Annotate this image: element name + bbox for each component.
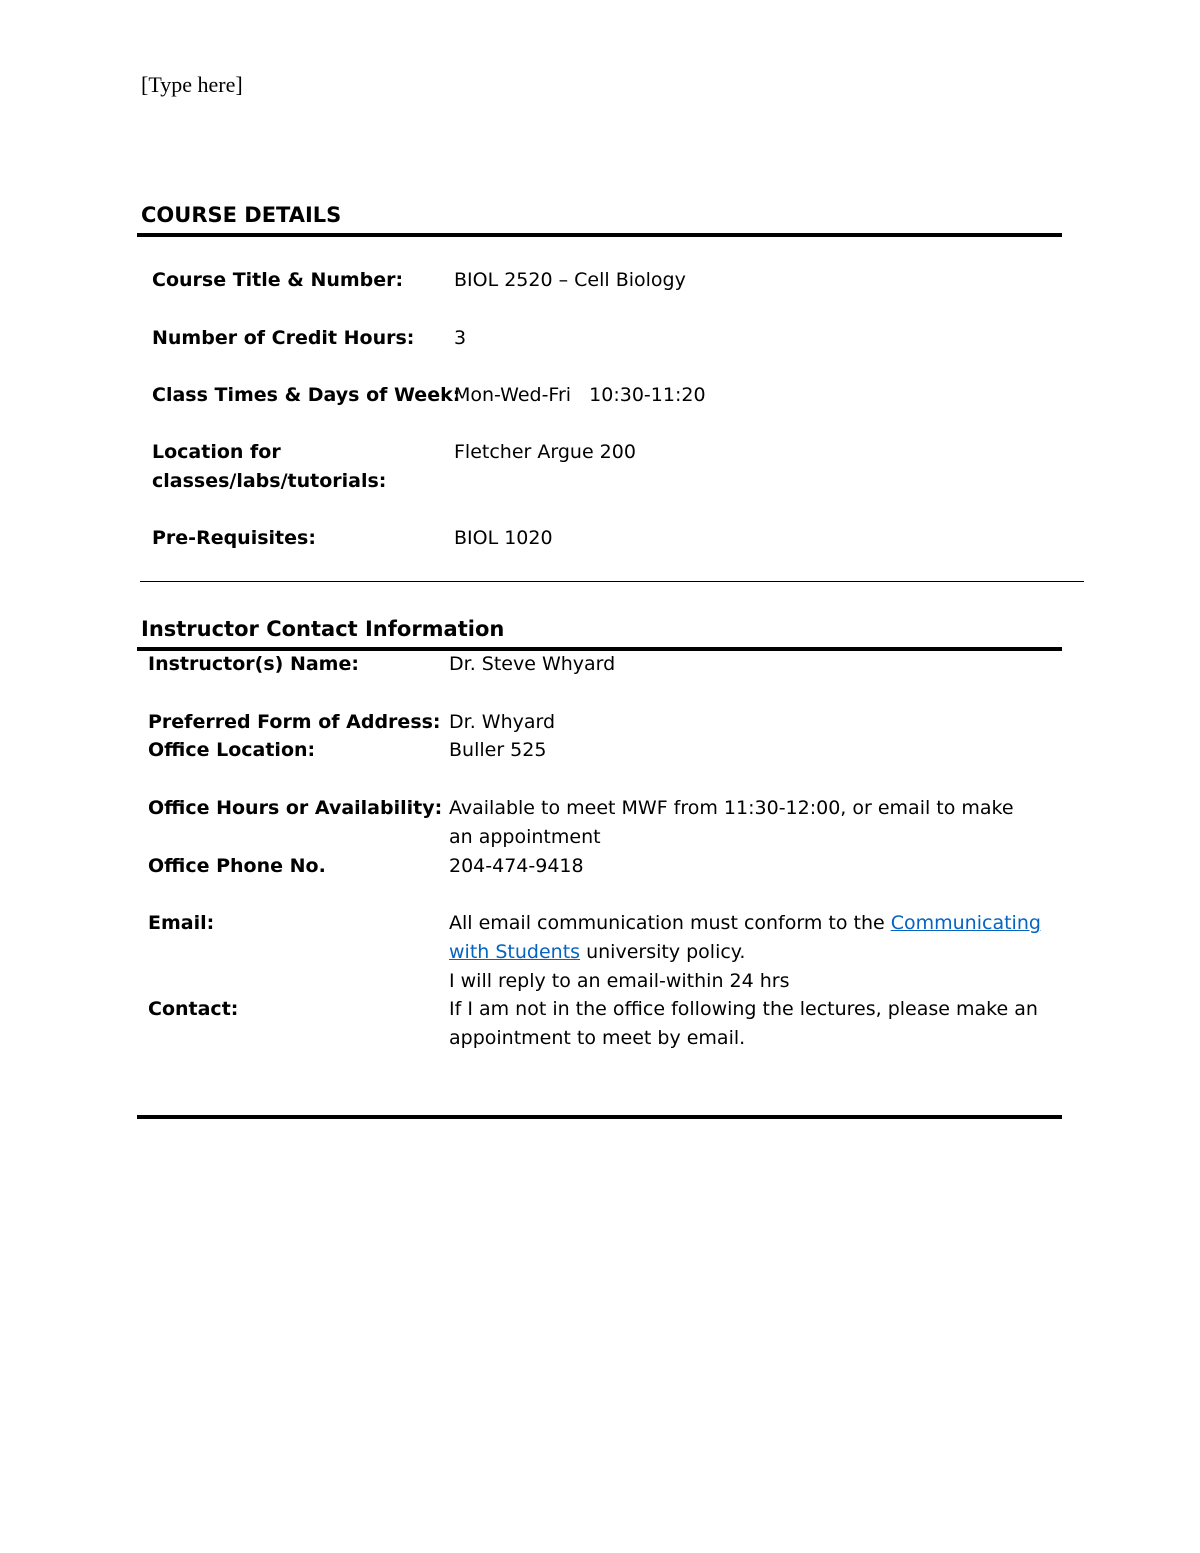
instructor-name-label: Instructor(s) Name: [148, 653, 359, 675]
email-label: Email: [148, 912, 215, 934]
course-title-label: Course Title & Number: [152, 269, 404, 291]
prerequisites-label: Pre-Requisites: [152, 527, 316, 549]
instructor-section-title: Instructor Contact Information [141, 617, 505, 641]
prerequisites-value: BIOL 1020 [454, 527, 553, 549]
course-title-value: BIOL 2520 – Cell Biology [454, 269, 686, 291]
email-reply-text: I will reply to an email-within 24 hrs [449, 970, 790, 992]
address-value: Dr. Whyard [449, 711, 556, 733]
header-placeholder: [Type here] [141, 72, 243, 97]
course-details-title: COURSE DETAILS [141, 203, 342, 227]
credit-hours-label: Number of Credit Hours: [152, 327, 415, 349]
phone-label: Office Phone No. [148, 855, 326, 877]
contact-value: If I am not in the office following the lectures, please make an appointment to meet by email. [449, 998, 1038, 1049]
email-policy-text: All email communication must conform to the [449, 912, 891, 934]
office-label: Office Location: [148, 739, 316, 761]
instructor-name-value: Dr. Steve Whyard [449, 653, 616, 675]
email-policy-suffix: university policy. [580, 941, 746, 963]
email-value [449, 909, 1049, 996]
class-times-value: Mon-Wed-Fri 10:30-11:20 [454, 384, 706, 406]
closing-rule [137, 1115, 1062, 1119]
phone-value: 204-474-9418 [449, 855, 584, 877]
office-value: Buller 525 [449, 739, 547, 761]
location-label: Location for classes/labs/tutorials: [152, 441, 387, 492]
office-hours-value: Available to meet MWF from 11:30-12:00, or email to make an appointment [449, 797, 1014, 848]
credit-hours-value: 3 [454, 327, 467, 349]
section-divider [140, 581, 1084, 582]
office-hours-label: Office Hours or Availability: [148, 797, 443, 819]
location-value: Fletcher Argue 200 [454, 441, 636, 463]
class-times-label: Class Times & Days of Week: [152, 384, 461, 406]
course-details-rule [137, 233, 1062, 237]
address-label: Preferred Form of Address: [148, 711, 441, 733]
contact-label: Contact: [148, 998, 239, 1020]
communicating-with-students-link[interactable]: Communicating with Students [449, 912, 1041, 963]
